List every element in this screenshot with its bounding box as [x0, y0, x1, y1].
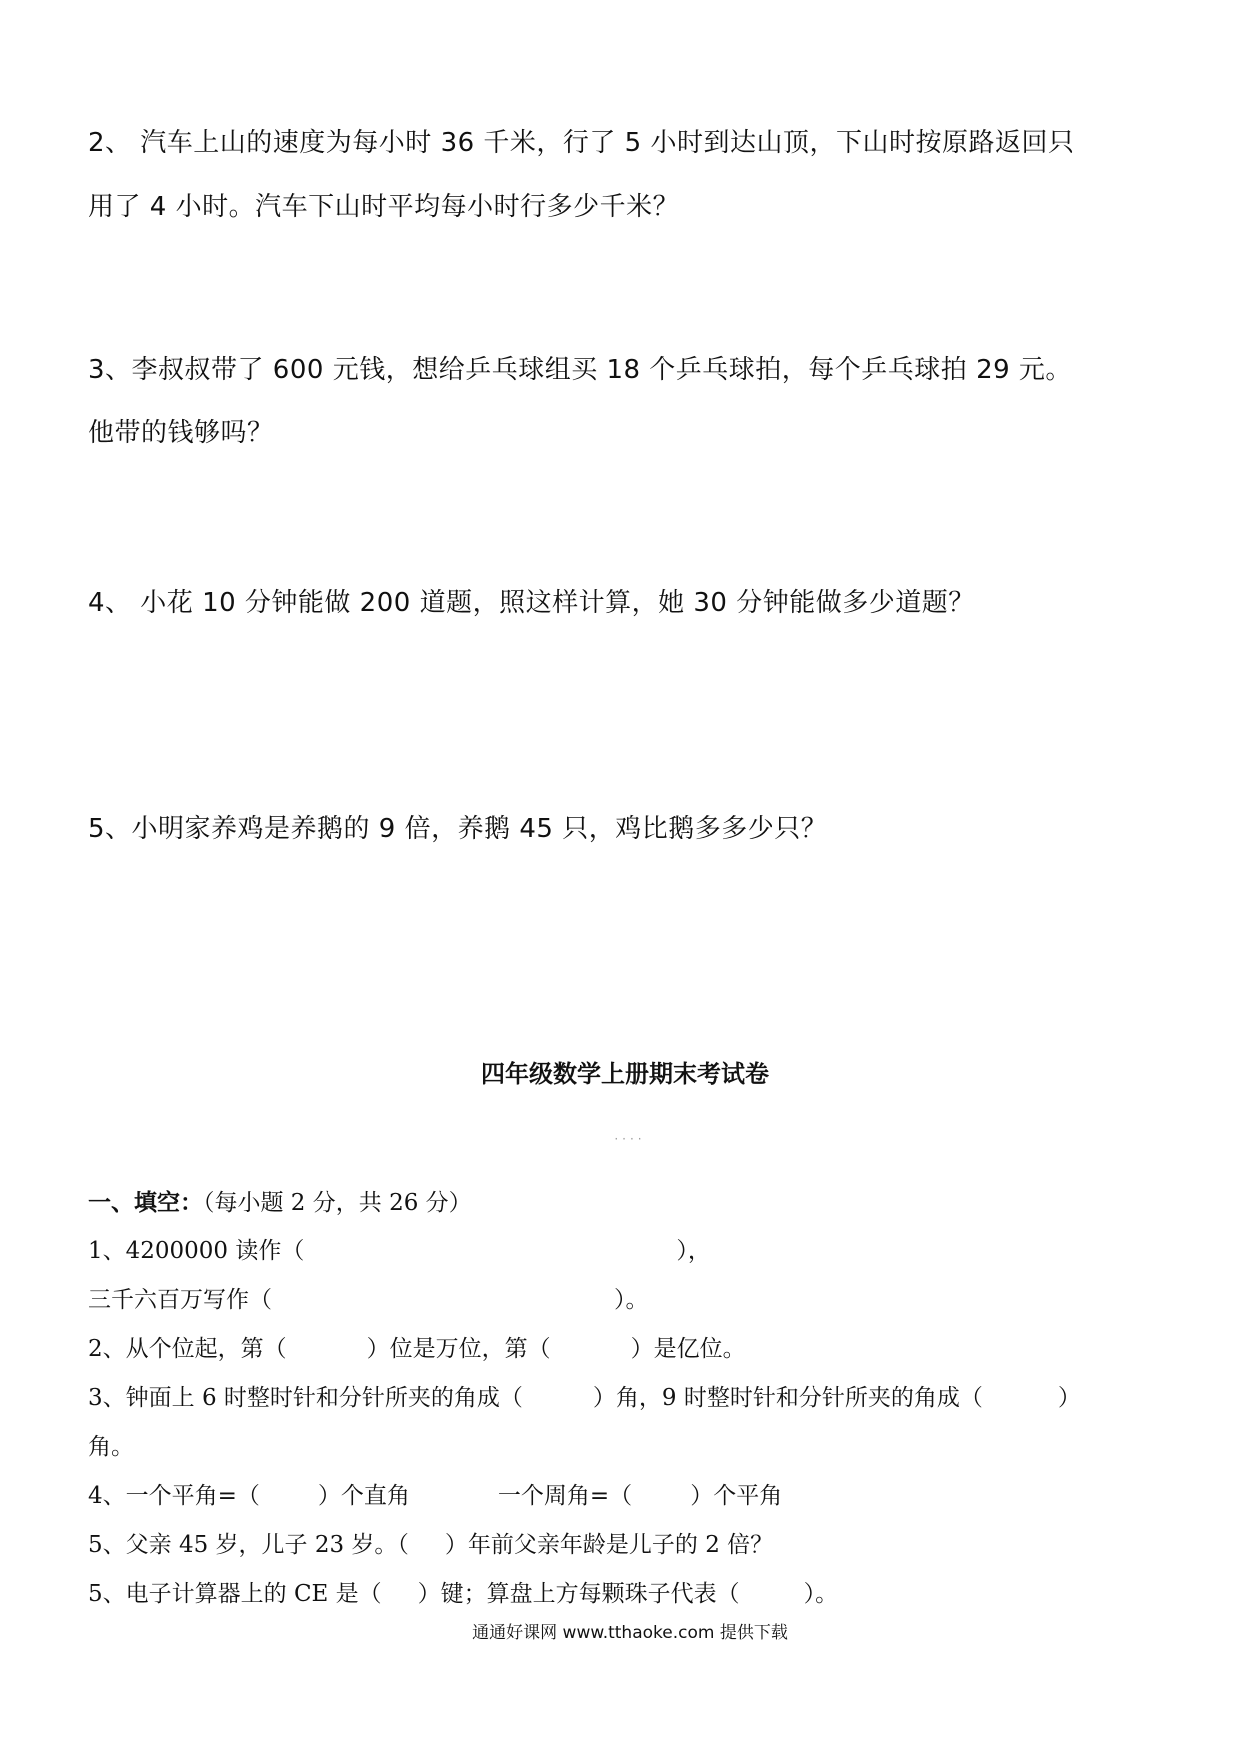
exam-title: 四年级数学上册期末考试卷 — [481, 1059, 769, 1088]
fill-5-part-b: ）年前父亲年龄是儿子的 2 倍？ — [444, 1532, 774, 1558]
section-1-heading: 一、填空： — [88, 1189, 203, 1216]
fill-2-part-a: 2、从个位起，第（ — [88, 1336, 287, 1362]
fill-2-part-c: ）是亿位。 — [630, 1336, 746, 1362]
problem-2-line-2: 用了 4 小时。汽车下山时平均每小时行多少千米？ — [88, 192, 680, 222]
fill-1a-suffix: ）， — [676, 1238, 711, 1264]
fill-2-part-b: ）位是万位，第（ — [366, 1336, 551, 1362]
fill-4 — [88, 1477, 782, 1510]
fill-1a — [88, 1232, 711, 1265]
footer-credit: 通通好课网 www.tthaoke.com 提供下载 — [472, 1623, 788, 1643]
fill-1a-prefix: 1、4200000 读作（ — [88, 1238, 305, 1264]
decorative-dots: ···· — [614, 1132, 646, 1146]
fill-6 — [88, 1575, 838, 1608]
section-1-note: （每小题 2 分，共 26 分） — [203, 1190, 472, 1216]
fill-6-part-b: ）键；算盘上方每颗珠子代表（ — [417, 1581, 740, 1607]
fill-3-part-c: ） — [1057, 1385, 1081, 1411]
fill-1b-suffix: ）。 — [614, 1287, 649, 1313]
problem-3-line-2: 他带的钱够吗？ — [88, 418, 274, 448]
fill-3-line-2: 角。 — [88, 1434, 134, 1460]
fill-3-part-a: 3、钟面上 6 时整时针和分针所夹的角成（ — [88, 1385, 523, 1411]
fill-6-part-a: 5、电子计算器上的 CE 是（ — [88, 1581, 382, 1607]
fill-3-part-b: ）角，9 时整时针和分针所夹的角成（ — [592, 1385, 983, 1411]
fill-4-part-c: 一个周角=（ — [497, 1483, 633, 1509]
problem-4-line-1: 4、 小花 10 分钟能做 200 道题，照这样计算，她 30 分钟能做多少道题？ — [88, 588, 975, 618]
fill-6-part-c: ）。 — [803, 1581, 839, 1607]
fill-2 — [88, 1330, 746, 1363]
problem-2-line-1: 2、 汽车上山的速度为每小时 36 千米，行了 5 小时到达山顶，下山时按原路返回只 — [88, 128, 1075, 158]
problem-5-line-1: 5、小明家养鸡是养鹅的 9 倍，养鹅 45 只，鸡比鹅多多少只？ — [88, 814, 828, 844]
fill-1b-prefix: 三千六百万写作（ — [88, 1287, 272, 1313]
fill-3 — [88, 1379, 1081, 1412]
fill-4-part-b: ）个直角 — [317, 1483, 410, 1509]
fill-5 — [88, 1526, 773, 1559]
fill-4-part-a: 4、一个平角=（ — [88, 1483, 260, 1509]
fill-4-part-d: ）个平角 — [690, 1483, 783, 1509]
fill-1b — [88, 1281, 649, 1314]
fill-5-part-a: 5、父亲 45 岁，儿子 23 岁。（ — [88, 1532, 409, 1558]
section-1-header — [88, 1184, 472, 1217]
problem-3-line-1: 3、李叔叔带了 600 元钱，想给乒乓球组买 18 个乒乓球拍，每个乒乓球拍 29 元。 — [88, 355, 1072, 385]
